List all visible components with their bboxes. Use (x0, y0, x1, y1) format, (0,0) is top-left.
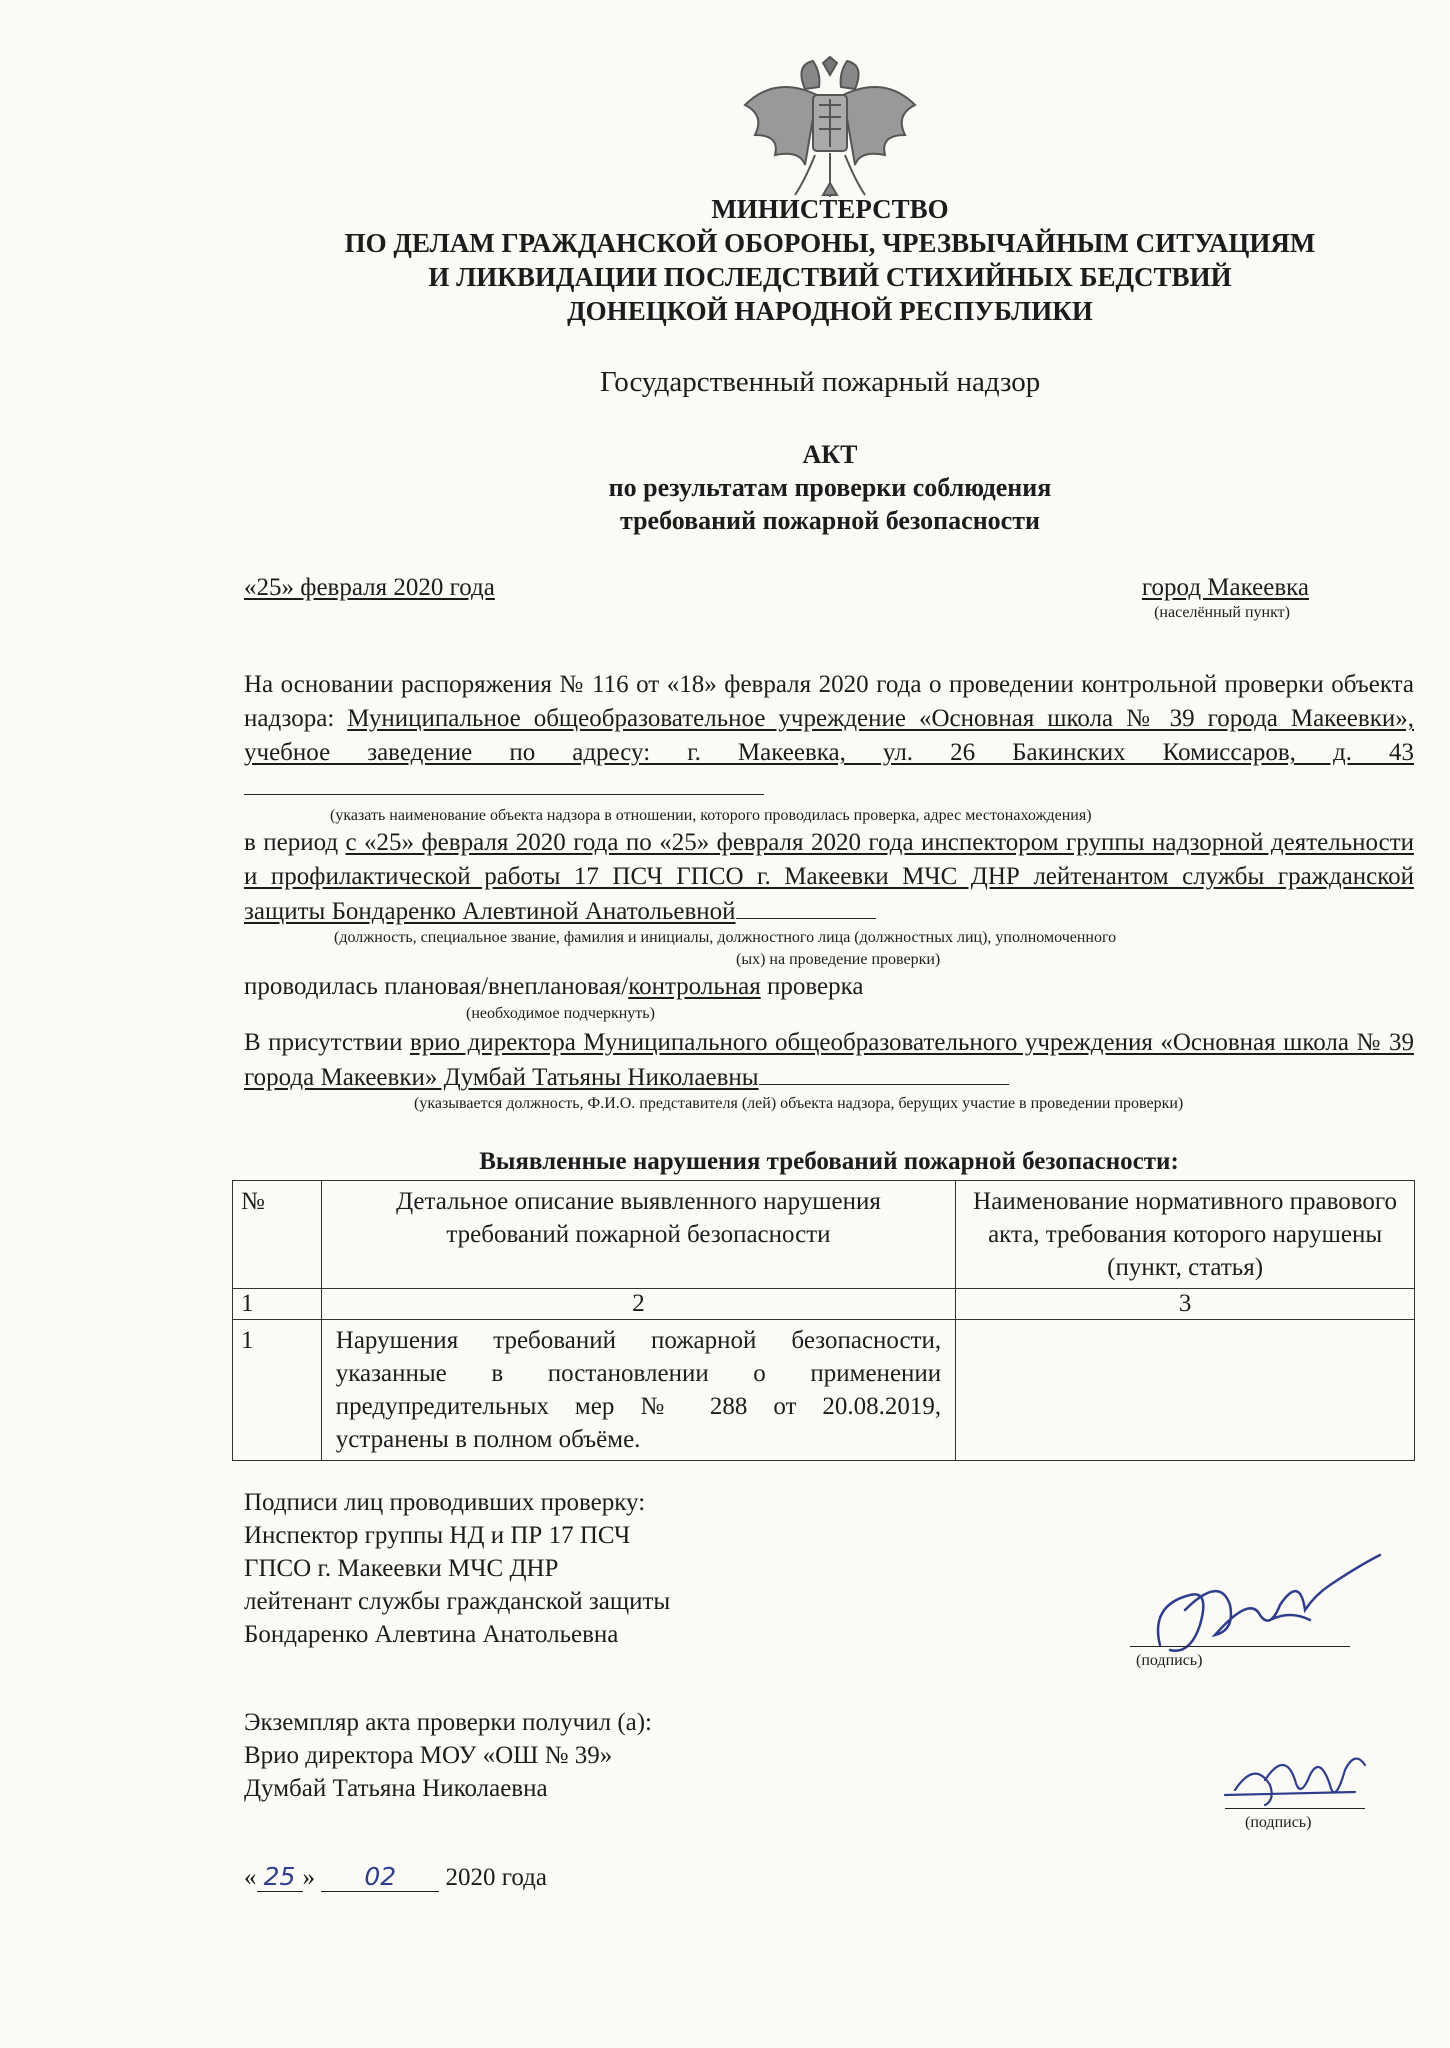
inspector-line: ГПСО г. Макеевки МЧС ДНР (244, 1555, 559, 1582)
period-paragraph (244, 826, 1414, 929)
fill-line (736, 894, 876, 919)
act-title (420, 438, 1240, 537)
act-title-line-1: АКТ (802, 440, 858, 469)
basis-paragraph (244, 668, 1414, 805)
receipt-title: Экземпляр акта проверки получил (а): (244, 1709, 653, 1736)
period-inspector: с «25» февраля 2020 года по «25» февраля 2020 года инспектором группы надзорной деятельности и профилактической работы 17 ПСЧ ГПСО г. Макеевки МЧС ДНР лейтенантом службы гражданской защиты Бондаренко Алевтиной Анатольевной (244, 829, 1414, 925)
inspector-hint-1: (должность, специальное звание, фамилия и инициалы, должностного лица (должностных лиц), уполномоченного (334, 929, 1117, 946)
signature-hint: (подпись) (1245, 1814, 1312, 1831)
violation-number: 1 (233, 1320, 322, 1461)
table-header-row (233, 1181, 1415, 1289)
quote-close: » (302, 1864, 315, 1891)
receipt-line: Думбай Татьяна Николаевна (244, 1775, 548, 1802)
act-title-line-2: по результатам проверки соблюдения (608, 473, 1052, 502)
basis-lead: На основании распоряжения № 116 от «18» февраля 2020 года о проведении контрольной проверки объекта надзора: (244, 671, 1414, 732)
column-header: Детальное описание выявленного нарушения требований пожарной безопасности (321, 1181, 955, 1289)
violation-act (956, 1320, 1415, 1461)
column-header: Наименование нормативного правового акта, требования которого нарушены (пункт, статья) (956, 1181, 1415, 1289)
fill-line (244, 770, 764, 795)
column-header: № (233, 1181, 322, 1289)
act-date: «25» февраля 2020 года (244, 574, 495, 601)
receipt-day: 25 (257, 1862, 303, 1892)
column-number: 3 (956, 1289, 1415, 1320)
receipt-block (244, 1706, 652, 1805)
column-number: 2 (321, 1289, 955, 1320)
presence-paragraph (244, 1026, 1414, 1095)
coat-of-arms-emblem (735, 55, 925, 203)
object-hint: (указать наименование объекта надзора в отношении, которого проводилась проверка, адрес местонахождения) (330, 807, 1092, 824)
check-type-hint: (необходимое подчеркнуть) (466, 1005, 655, 1022)
violations-title: Выявленные нарушения требований пожарной безопасности: (479, 1148, 1179, 1175)
act-city: город Макеевка (1141, 574, 1309, 601)
table-numbering-row (233, 1289, 1415, 1320)
table-row (233, 1320, 1415, 1461)
inspection-object: Муниципальное общеобразовательное учреждение «Основная школа № 39 города Макеевки», учебное заведение по адресу: г. Макеевка, ул. 26 Бакинских Комиссаров, д. 43 (244, 705, 1414, 766)
presence-representative: врио директора Муниципального общеобразовательного учреждения «Основная школа № 39 города Макеевки» Думбай Татьяны Николаевны (244, 1029, 1414, 1091)
service-name: Государственный пожарный надзор (600, 366, 1041, 398)
quote-open: « (244, 1864, 257, 1891)
ministry-line-3: И ЛИКВИДАЦИИ ПОСЛЕДСТВИЙ СТИХИЙНЫХ БЕДСТВИЙ (428, 262, 1232, 292)
check-type-suffix: проверка (760, 973, 864, 1000)
signature-hint: (подпись) (1136, 1652, 1203, 1669)
period-lead: в период (244, 829, 346, 856)
receipt-year: 2020 года (439, 1864, 547, 1891)
signatures-title: Подписи лиц проводивших проверку: (244, 1489, 646, 1516)
ministry-line-4: ДОНЕЦКОЙ НАРОДНОЙ РЕСПУБЛИКИ (567, 296, 1093, 326)
inspector-line: Инспектор группы НД и ПР 17 ПСЧ (244, 1522, 631, 1549)
column-number: 1 (233, 1289, 322, 1320)
receipt-line: Врио директора МОУ «ОШ № 39» (244, 1742, 613, 1769)
check-type-line (244, 970, 1414, 1004)
receipt-month: 02 (321, 1862, 439, 1892)
presence-lead: В присутствии (244, 1029, 410, 1056)
ministry-header (240, 192, 1420, 328)
check-type-selected: контрольная (628, 973, 761, 1000)
check-type-prefix: проводилась плановая/внеплановая/ (244, 973, 629, 1000)
fill-line (759, 1060, 1009, 1085)
inspector-line: лейтенант службы гражданской защиты (244, 1588, 671, 1615)
act-title-line-3: требований пожарной безопасности (620, 506, 1040, 535)
city-hint: (населённый пункт) (1154, 604, 1290, 621)
inspector-hint-2: (ых) на проведение проверки) (736, 951, 941, 968)
signature-line (1225, 1808, 1365, 1809)
presence-hint: (указывается должность, Ф.И.О. представителя (лей) объекта надзора, берущих участие в проведении проверки) (414, 1095, 1184, 1112)
signature-line (1130, 1646, 1350, 1647)
ministry-line-2: ПО ДЕЛАМ ГРАЖДАНСКОЙ ОБОРОНЫ, ЧРЕЗВЫЧАЙНЫМ СИТУАЦИЯМ (344, 228, 1316, 258)
inspector-signature-block (244, 1486, 670, 1651)
ministry-line-1: МИНИСТЕРСТВО (711, 194, 949, 224)
violations-table (232, 1180, 1415, 1461)
violation-description: Нарушения требований пожарной безопасности, указанные в постановлении о применении предупредительных мер № 288 от 20.08.2019, устранены в полном объёме. (321, 1320, 955, 1461)
inspector-line: Бондаренко Алевтина Анатольевна (244, 1621, 619, 1648)
receipt-date (244, 1862, 547, 1892)
